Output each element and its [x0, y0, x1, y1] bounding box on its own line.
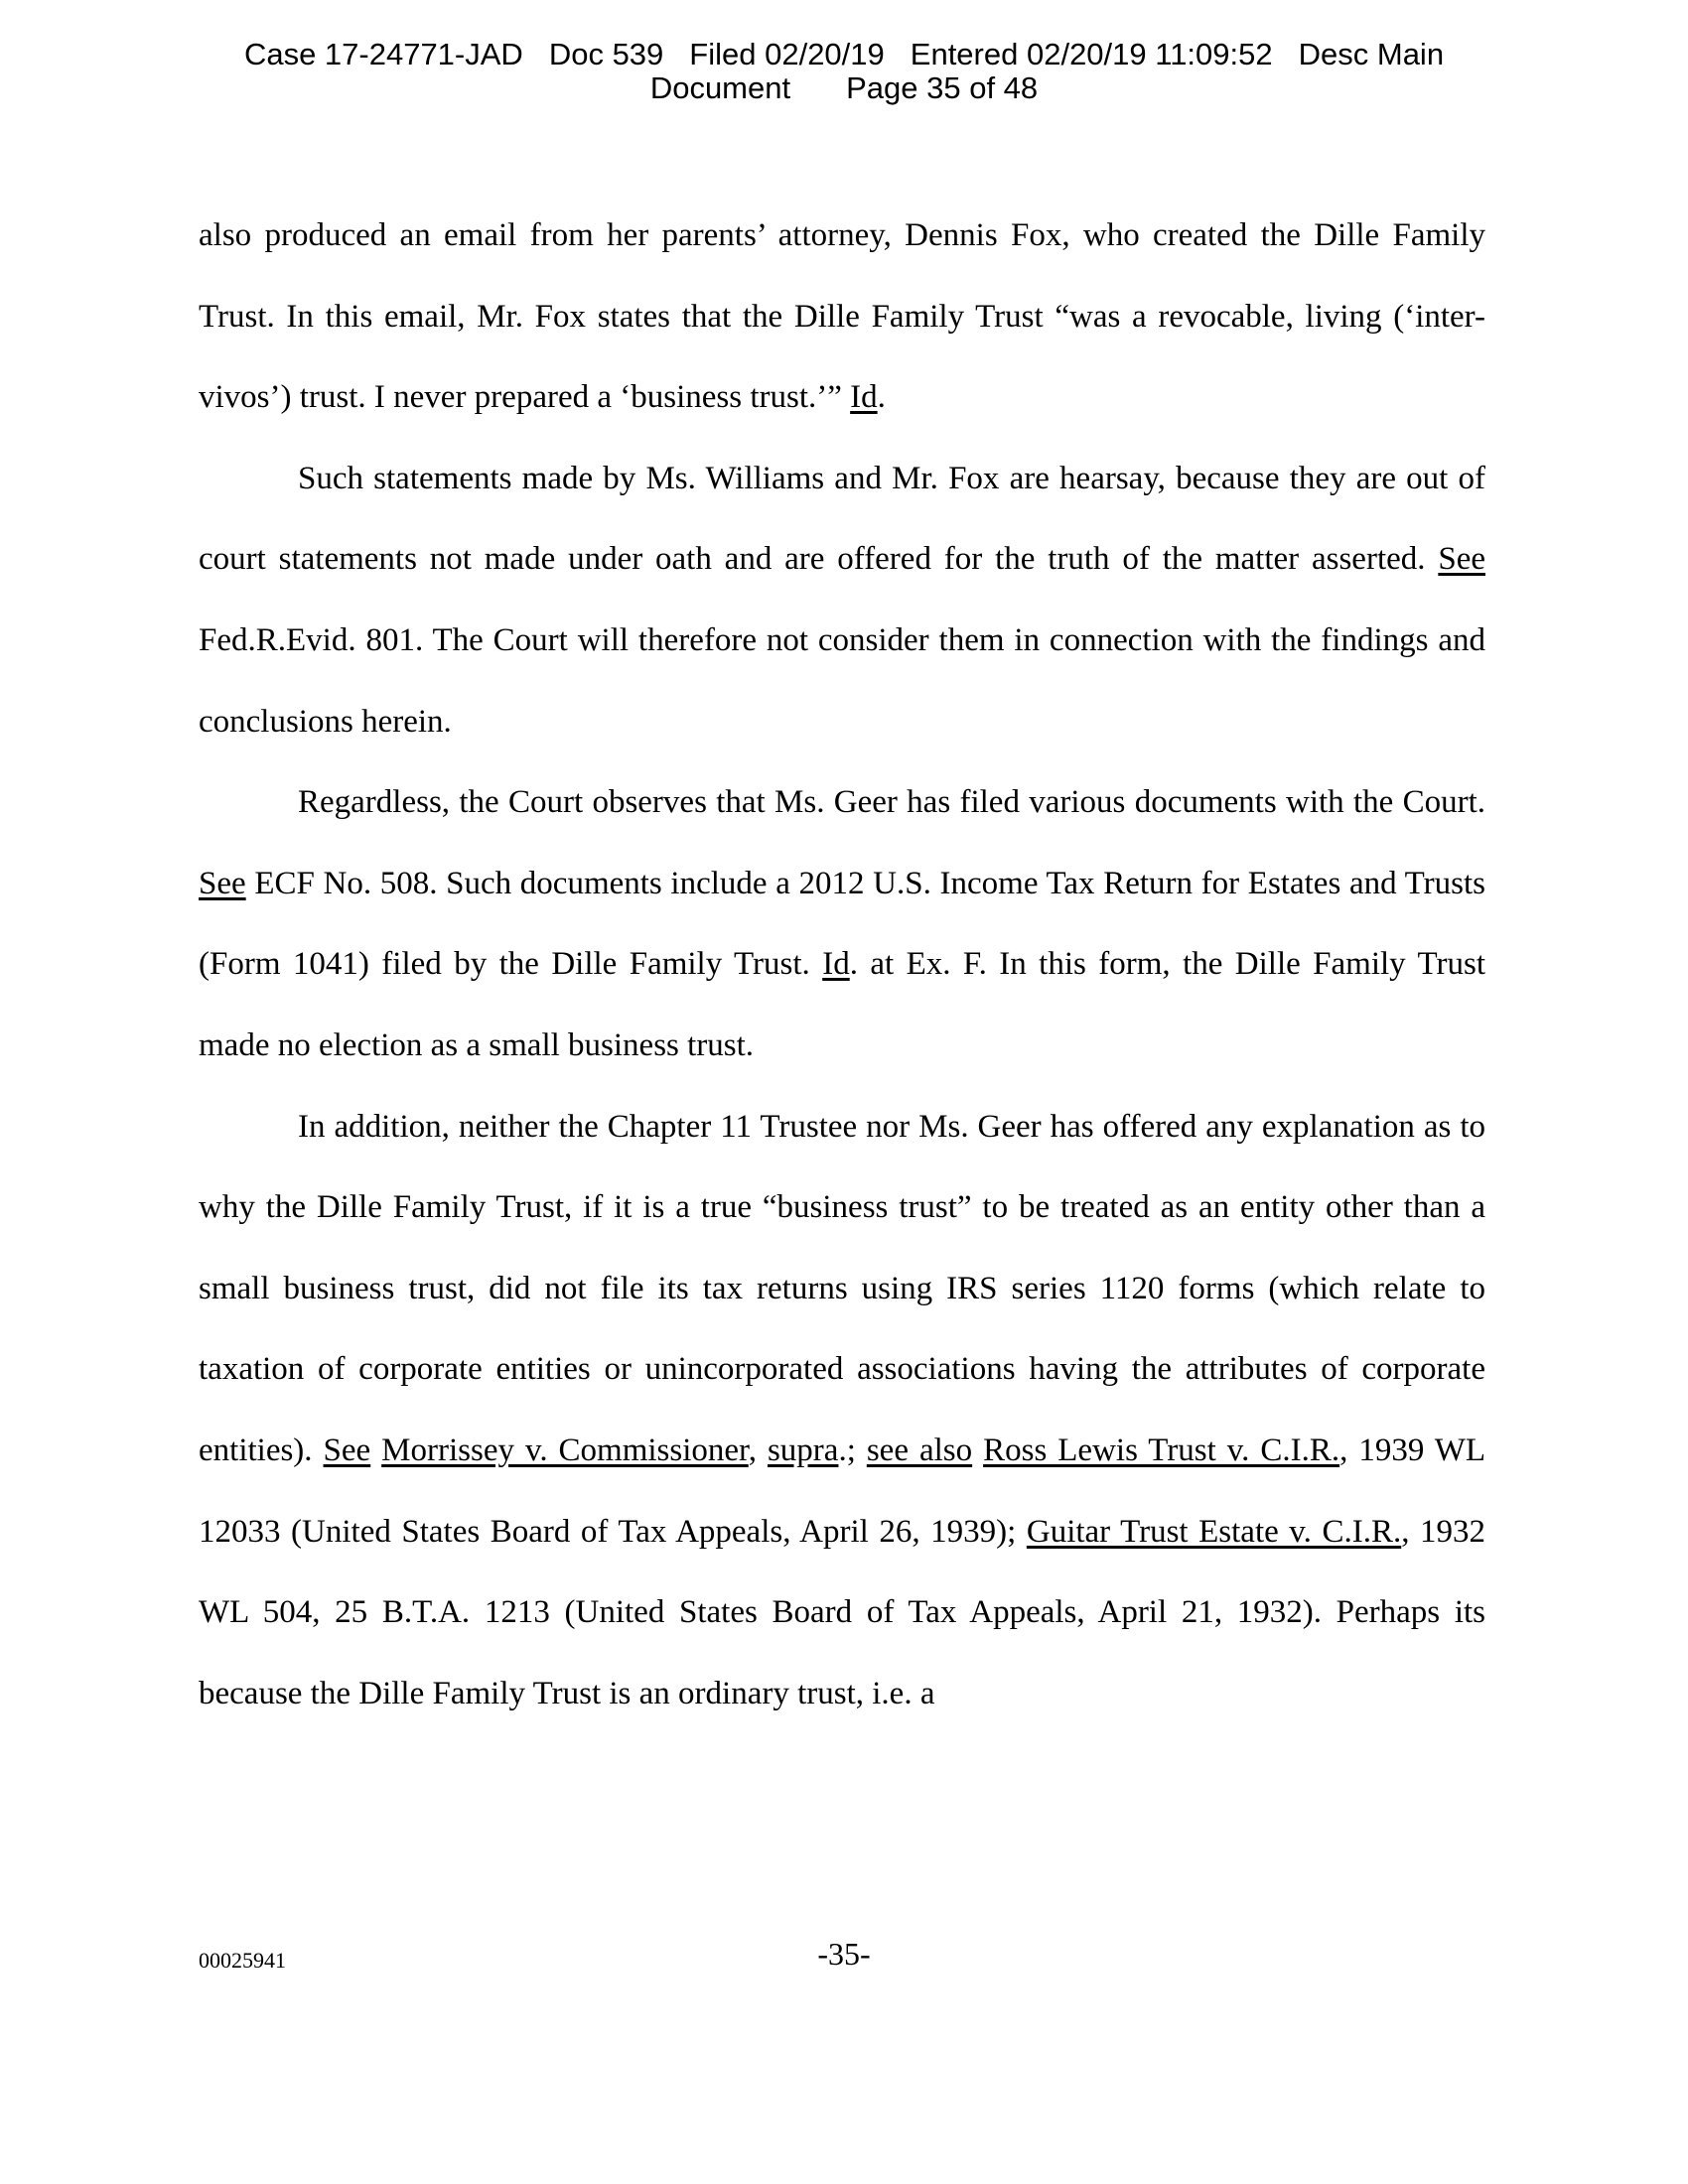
document-id: 00025941 [199, 1948, 286, 1973]
text-run: , 1939 WL 12033 (United States Board of Tax Appeals, April 26, 1939); [199, 1432, 1486, 1550]
citation-id: Id [850, 379, 878, 416]
paragraph-tax-return [199, 762, 1485, 1086]
citation-id: Id [822, 946, 850, 983]
case-number: Case 17-24771-JAD [243, 37, 523, 71]
case-citation-morrissey: Morrissey v. Commissioner [381, 1432, 749, 1468]
text-run: also produced an email from her parents’ attorney, Dennis Fox, who created the Dille Family Trust. In this email, Mr. Fox states that the Dille Family Trust “was a revocable, living (‘inter-vivos’) trust. I never prepared a ‘business trust.’” [199, 217, 1485, 416]
filing-header-line-2 [0, 71, 1688, 105]
paragraph-fox-email [199, 196, 1485, 439]
doc-number: Doc 539 [548, 37, 664, 71]
filed-date: Filed 02/20/19 [689, 37, 885, 71]
entered-date: Entered 02/20/19 11:09:52 [910, 37, 1273, 71]
citation-see: See [323, 1432, 371, 1468]
citation-supra: supra [767, 1432, 839, 1468]
text-run [972, 1433, 983, 1468]
text-run: . at Ex. F. In this form, the Dille Family Trust made no election as a small business trust. [199, 946, 1485, 1063]
citation-see-also: see also [866, 1432, 973, 1468]
paragraph-hearsay [199, 439, 1485, 762]
case-citation-ross-lewis: Ross Lewis Trust v. C.I.R. [983, 1432, 1340, 1468]
text-run: In addition, neither the Chapter 11 Trustee nor Ms. Geer has offered any explanation as to why the Dille Family Trust, if it is a true “business trust” to be treated as an entity other than a small business trust, did not file its tax returns using IRS series 1120 forms (which relate to taxation of corporate entities or unincorporated associations having the attributes of corporate entities). [199, 1108, 1485, 1468]
text-run: , [748, 1432, 768, 1468]
text-run: Regardless, the Court observes that Ms. Geer has filed various documents with the Court. [298, 784, 1485, 821]
text-run: .; [838, 1432, 867, 1468]
document-label: Document [649, 70, 791, 105]
citation-see: See [199, 865, 246, 901]
desc-label: Desc Main [1298, 37, 1445, 71]
text-run: Fed.R.Evid. 801. The Court will therefore not consider them in connection with the findings and conclusions herein. [199, 621, 1485, 740]
filing-header-line-1 [0, 38, 1688, 71]
opinion-body [199, 196, 1485, 1734]
filing-header [0, 38, 1688, 105]
text-run: . [877, 379, 886, 416]
text-run: ECF No. 508. Such documents include a 2012 U.S. Income Tax Return for Estates and Trusts (Form 1041) filed by the Dille Family Trust. [199, 865, 1485, 983]
paragraph-business-trust [199, 1087, 1485, 1735]
text-run: , 1932 WL 504, 25 B.T.A. 1213 (United States Board of Tax Appeals, April 21, 1932). Perhaps its because the Dille Family Trust is an ordinary trust, i.e. a [199, 1513, 1486, 1711]
page-number: -35- [817, 1936, 871, 1972]
page-indicator: Page 35 of 48 [846, 70, 1039, 105]
case-citation-guitar-trust: Guitar Trust Estate v. C.I.R. [1026, 1513, 1402, 1550]
citation-see: See [1438, 541, 1485, 578]
text-run: Such statements made by Ms. Williams and Mr. Fox are hearsay, because they are out of court statements not made under oath and are offered for the truth of the matter asserted. [199, 460, 1485, 578]
